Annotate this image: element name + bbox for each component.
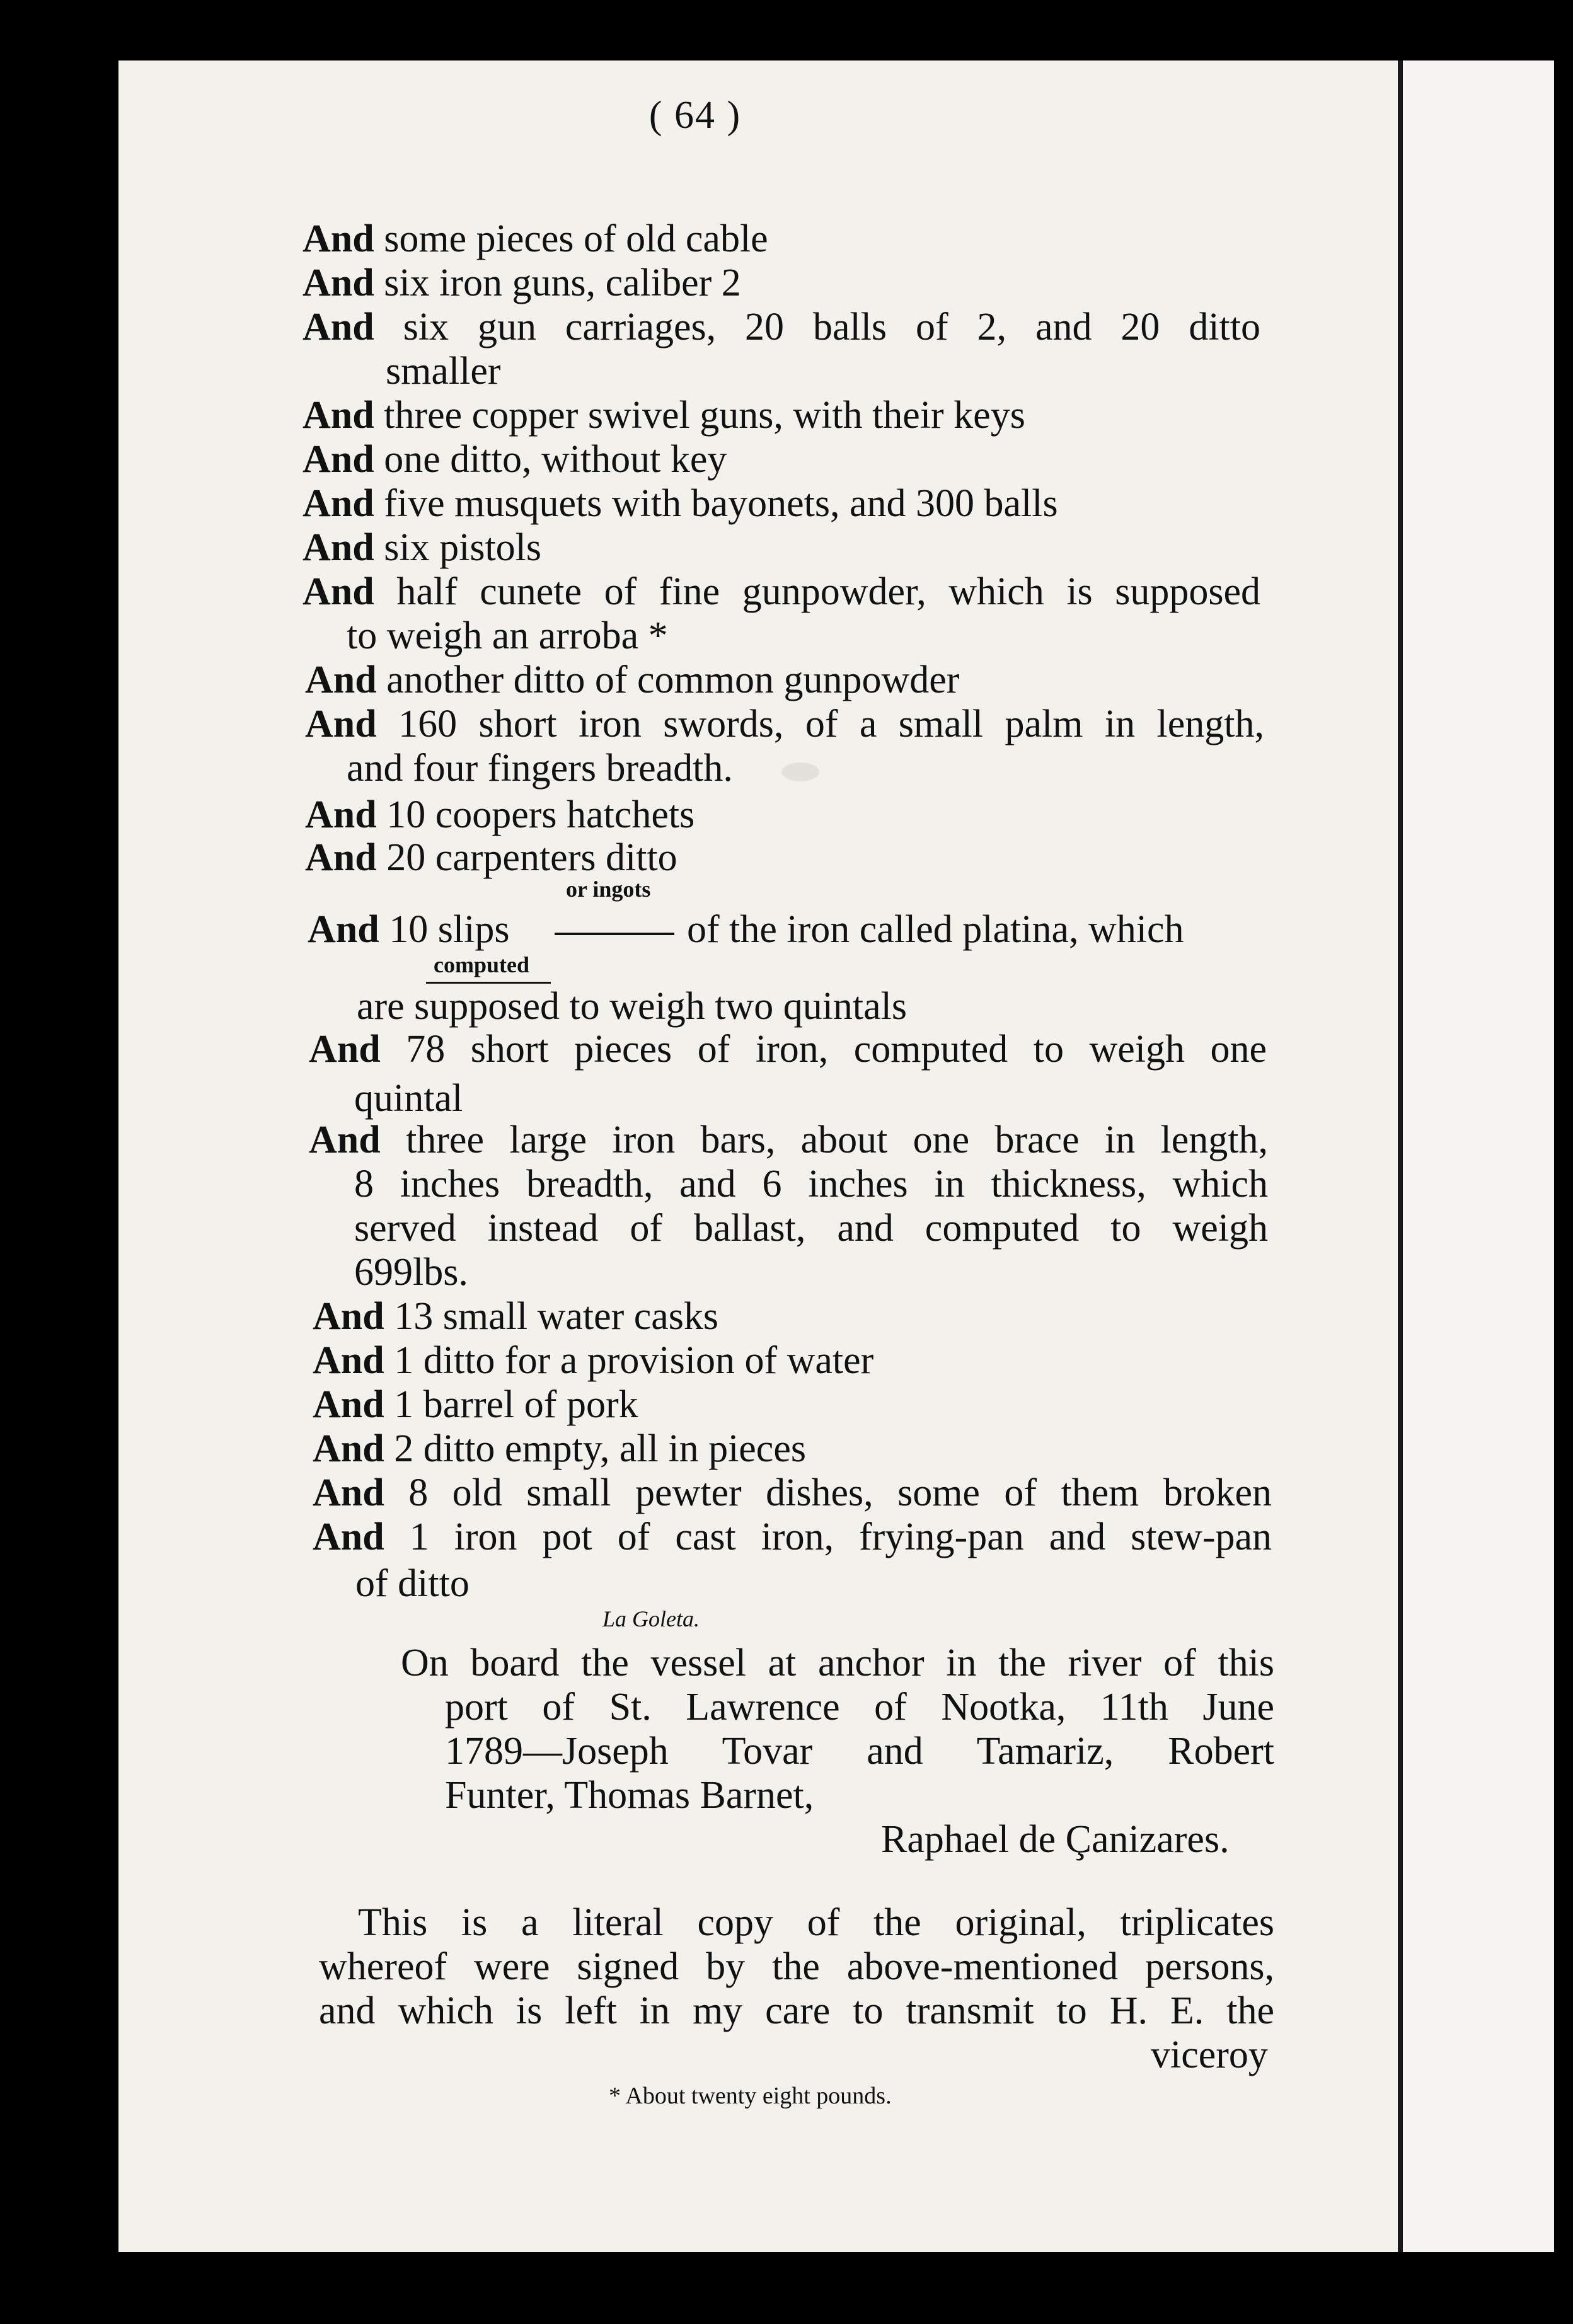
entry-line: And 13 small water casks xyxy=(313,1295,719,1338)
entry-lead: And xyxy=(305,836,377,879)
entry-line: And half cunete of fine gunpowder, which is supposed xyxy=(302,570,1261,613)
attestation-line: This is a literal copy of the original, triplicates xyxy=(358,1901,1274,1944)
page-number: ( 64 ) xyxy=(648,94,742,137)
entry-lead: And xyxy=(302,526,374,569)
entry-lead: And xyxy=(313,1471,384,1514)
entry-lead: And xyxy=(313,1427,384,1470)
closing-line: port of St. Lawrence of Nootka, 11th June xyxy=(445,1686,1274,1729)
entry-line: And 10 slips xyxy=(308,908,510,951)
entry-line-continuation: 699lbs. xyxy=(354,1251,468,1294)
entry-lead: And xyxy=(309,1119,381,1161)
deletion-dash xyxy=(555,933,674,935)
page-gutter xyxy=(1398,60,1403,2252)
closing-line: Funter, Thomas Barnet, xyxy=(445,1774,814,1817)
entry-line: And 1 ditto for a provision of water xyxy=(313,1339,874,1382)
entry-line: And some pieces of old cable xyxy=(302,217,768,260)
entry-line: And 78 short pieces of iron, computed to weigh one xyxy=(309,1028,1267,1071)
catchword: viceroy xyxy=(1151,2034,1268,2076)
entry-line: And 160 short iron swords, of a small palm in length, xyxy=(305,703,1265,745)
attestation-line: whereof were signed by the above-mentioned persons, xyxy=(319,1945,1274,1988)
closing-signature: Raphael de Çanizares. xyxy=(881,1818,1230,1861)
entry-line: And 2 ditto empty, all in pieces xyxy=(313,1427,806,1470)
entry-lead: And xyxy=(313,1383,384,1426)
entry-line: And six iron guns, caliber 2 xyxy=(302,262,741,304)
entry-line: And another ditto of common gunpowder xyxy=(305,659,960,701)
entry-line-continuation: served instead of ballast, and computed to weigh xyxy=(354,1207,1268,1250)
entry-line: And five musquets with bayonets, and 300 balls xyxy=(302,482,1058,525)
facing-page-edge xyxy=(1403,60,1554,2252)
entry-line: And six pistols xyxy=(302,526,542,569)
entry-line-continuation: are supposed to weigh two quintals xyxy=(357,985,908,1028)
entry-line: And six gun carriages, 20 balls of 2, and 20 ditto xyxy=(302,306,1261,348)
entry-line: And three large iron bars, about one brace in length, xyxy=(309,1119,1269,1161)
entry-line: And 20 carpenters ditto xyxy=(305,836,677,879)
entry-lead: And xyxy=(305,793,377,836)
entry-lead: And xyxy=(313,1295,384,1338)
entry-line: And 1 barrel of pork xyxy=(313,1383,638,1426)
entry-lead: And xyxy=(302,570,374,613)
signatory-label: La Goleta. xyxy=(602,1606,700,1631)
entry-line: And one ditto, without key xyxy=(302,438,727,481)
entry-line-continuation: and four fingers breadth. xyxy=(347,747,733,790)
entry-lead: And xyxy=(302,394,374,437)
entry-line: And 8 old small pewter dishes, some of them broken xyxy=(313,1471,1272,1514)
closing-line: 1789—Joseph Tovar and Tamariz, Robert xyxy=(445,1730,1274,1773)
attestation-line: and which is left in my care to transmit to H. E. the xyxy=(319,1989,1274,2032)
closing-line: On board the vessel at anchor in the river of this xyxy=(401,1642,1274,1684)
insertion-underline xyxy=(426,982,551,984)
interlinear-insertion: or ingots xyxy=(566,877,651,902)
entry-line-continuation: 8 inches breadth, and 6 inches in thickness, which xyxy=(354,1163,1268,1205)
entry-lead: And xyxy=(302,217,374,260)
entry-lead: And xyxy=(302,482,374,525)
entry-lead: And xyxy=(302,438,374,481)
entry-lead: And xyxy=(305,703,377,745)
entry-lead: And xyxy=(313,1339,384,1382)
entry-line: And 10 coopers hatchets xyxy=(305,793,695,836)
entry-lead: And xyxy=(313,1516,384,1558)
interlinear-insertion: computed xyxy=(434,952,529,977)
entry-lead: And xyxy=(308,908,379,951)
entry-lead: And xyxy=(302,306,374,348)
entry-line-tail: of the iron called platina, which xyxy=(687,908,1184,951)
entry-line-continuation: of ditto xyxy=(355,1562,470,1605)
entry-line-continuation: to weigh an arroba * xyxy=(347,614,668,657)
entry-line-continuation: smaller xyxy=(386,350,501,393)
entry-lead: And xyxy=(309,1028,381,1071)
entry-line-continuation: quintal xyxy=(354,1077,463,1120)
entry-line: And three copper swivel guns, with their keys xyxy=(302,394,1025,437)
entry-lead: And xyxy=(302,262,374,304)
entry-line: And 1 iron pot of cast iron, frying-pan and stew-pan xyxy=(313,1516,1272,1558)
entry-lead: And xyxy=(305,659,377,701)
paper-stain xyxy=(781,762,819,781)
footnote: * About twenty eight pounds. xyxy=(609,2083,892,2109)
